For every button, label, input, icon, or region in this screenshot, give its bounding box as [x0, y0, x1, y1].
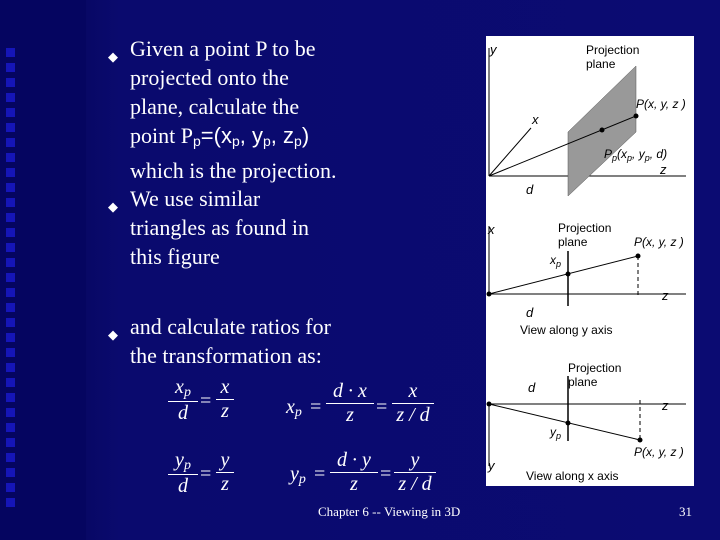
eq-z-over-d: z / d: [398, 473, 432, 495]
mid-point-xp-marker: [566, 272, 571, 277]
eq-equals: =: [200, 390, 212, 412]
decor-square: [6, 108, 15, 117]
eq-d: d: [178, 475, 188, 497]
formula-part: =(x: [200, 123, 232, 148]
eq-x: x: [392, 380, 434, 404]
eq-x: x: [286, 396, 295, 418]
decor-square: [6, 468, 15, 477]
decor-square: [6, 48, 15, 57]
mid-d-label: d: [526, 305, 534, 320]
eq-z: z: [350, 473, 358, 495]
top-y-label: y: [490, 42, 497, 57]
decor-square: [6, 273, 15, 282]
bot-projection-ray: [489, 404, 640, 440]
sub-p: p: [294, 133, 302, 149]
bullet-item-2: [108, 184, 310, 271]
diamond-bullet-icon: ◆: [108, 327, 118, 342]
decor-square: [6, 243, 15, 252]
decor-square: [6, 153, 15, 162]
decor-square: [6, 393, 15, 402]
point-P-marker: [634, 114, 639, 119]
eq-x: x: [216, 376, 234, 400]
eq-equals: =: [376, 396, 388, 418]
diamond-bullet-icon: ◆: [108, 199, 118, 214]
bot-yp-label: $y_p$: [550, 425, 562, 441]
bot-origin-marker: [487, 402, 492, 407]
decor-square: [6, 318, 15, 327]
bullet-1-line-3: plane, calculate the: [130, 94, 300, 119]
decor-square: [6, 498, 15, 507]
eq-y: y: [216, 449, 234, 473]
diamond-bullet-icon: ◆: [108, 49, 118, 64]
eq-y: y: [394, 449, 436, 473]
mid-point-P-marker: [636, 254, 641, 259]
mid-plane-label-1: Projection: [558, 221, 612, 235]
bot-d-label: d: [528, 380, 536, 395]
mid-xp-label: $x_p$: [550, 253, 562, 269]
eq-z: z: [346, 404, 354, 426]
decor-square: [6, 288, 15, 297]
decor-square: [6, 408, 15, 417]
eq-y: y: [175, 449, 184, 471]
bullet-2-line-1: We use similar: [130, 186, 261, 211]
footer-page-number: 31: [679, 504, 692, 519]
eq-y: y: [290, 463, 299, 485]
mid-origin-marker: [487, 292, 492, 297]
eq-d: d: [178, 402, 188, 424]
decor-square: [6, 363, 15, 372]
eq-z: z: [221, 473, 229, 495]
bot-y-label: y: [488, 458, 495, 473]
mid-z-label: z: [662, 288, 669, 303]
mid-caption: View along y axis: [520, 323, 613, 337]
bullet-1-line-5: which is the projection.: [130, 158, 337, 183]
decor-square: [6, 348, 15, 357]
decor-square: [6, 198, 15, 207]
decor-square: [6, 228, 15, 237]
bullet-3-line-2: the transformation as:: [130, 343, 322, 368]
formula-part: , z: [270, 123, 295, 148]
decor-square: [6, 123, 15, 132]
mid-projection-ray: [489, 256, 638, 294]
mid-point-P-label: P(x, y, z ): [634, 235, 684, 249]
bullet-item-3: [108, 312, 331, 370]
decor-square: [6, 63, 15, 72]
bot-point-yp-marker: [566, 421, 571, 426]
top-plane-label-2: plane: [586, 57, 616, 71]
x-axis-line: [489, 128, 531, 176]
decor-square: [6, 258, 15, 267]
eq-equals: =: [380, 463, 392, 485]
eq-equals: =: [200, 463, 212, 485]
mid-plane-label-2: plane: [558, 235, 588, 249]
mid-x-label: x: [488, 222, 495, 237]
top-point-Pp-label: $P_p(x_p$, $y_p$, d): [604, 147, 668, 163]
decor-square: [6, 183, 15, 192]
decor-square: [6, 453, 15, 462]
eq-x: x: [175, 376, 184, 398]
projection-figure: [486, 36, 694, 486]
sub-p: p: [231, 133, 240, 149]
eq-sub-p: p: [183, 385, 191, 400]
point-text: point P: [130, 123, 193, 148]
bot-plane-label-1: Projection: [568, 361, 622, 375]
bot-point-P-label: P(x, y, z ): [634, 445, 684, 459]
figure-middle-panel: [487, 221, 687, 337]
decor-square: [6, 483, 15, 492]
figure-top-panel: [489, 42, 686, 197]
decor-square: [6, 213, 15, 222]
decor-square: [6, 438, 15, 447]
formula-part: , y: [239, 123, 263, 148]
decor-square: [6, 138, 15, 147]
decor-square: [6, 378, 15, 387]
top-point-P-label: P(x, y, z ): [636, 97, 686, 111]
bot-z-label: z: [662, 398, 669, 413]
bullet-2-line-3: this figure: [130, 244, 220, 269]
eq-equals: =: [310, 396, 322, 418]
footer-chapter: Chapter 6 -- Viewing in 3D: [318, 504, 461, 519]
eq-z-over-d: z / d: [396, 404, 430, 426]
eq-z: z: [221, 400, 229, 422]
decor-square: [6, 93, 15, 102]
decor-square: [6, 333, 15, 342]
bot-point-P-marker: [638, 438, 643, 443]
formula-part: ): [301, 123, 310, 148]
bullet-1-line-2: projected onto the: [130, 65, 289, 90]
decor-square: [6, 78, 15, 87]
top-plane-label-1: Projection: [586, 43, 640, 57]
figure-bottom-panel: [487, 361, 687, 483]
top-z-label: z: [660, 162, 667, 177]
eq-equals: =: [314, 463, 326, 485]
sub-p: p: [192, 133, 201, 149]
bot-caption: View along x axis: [526, 469, 619, 483]
bot-plane-label-2: plane: [568, 375, 598, 389]
point-Pp-marker: [600, 128, 605, 133]
eq-sub-p: p: [183, 458, 191, 473]
top-d-label: d: [526, 182, 534, 197]
decor-square: [6, 423, 15, 432]
eq-dy: d · y: [330, 449, 378, 473]
bullet-3-line-1: and calculate ratios for: [130, 314, 331, 339]
bullet-1-line-1: Given a point P to be: [130, 36, 316, 61]
sub-p: p: [262, 133, 271, 149]
top-x-label: x: [532, 112, 539, 127]
decor-square: [6, 168, 15, 177]
decor-square: [6, 303, 15, 312]
eq-sub-p: p: [298, 472, 306, 487]
bullet-2-line-2: triangles as found in: [130, 215, 310, 240]
eq-sub-p: p: [294, 405, 302, 420]
eq-dx: d · x: [326, 380, 374, 404]
bullet-item-1: [108, 34, 337, 185]
bullet-1-line-4: [130, 121, 337, 156]
